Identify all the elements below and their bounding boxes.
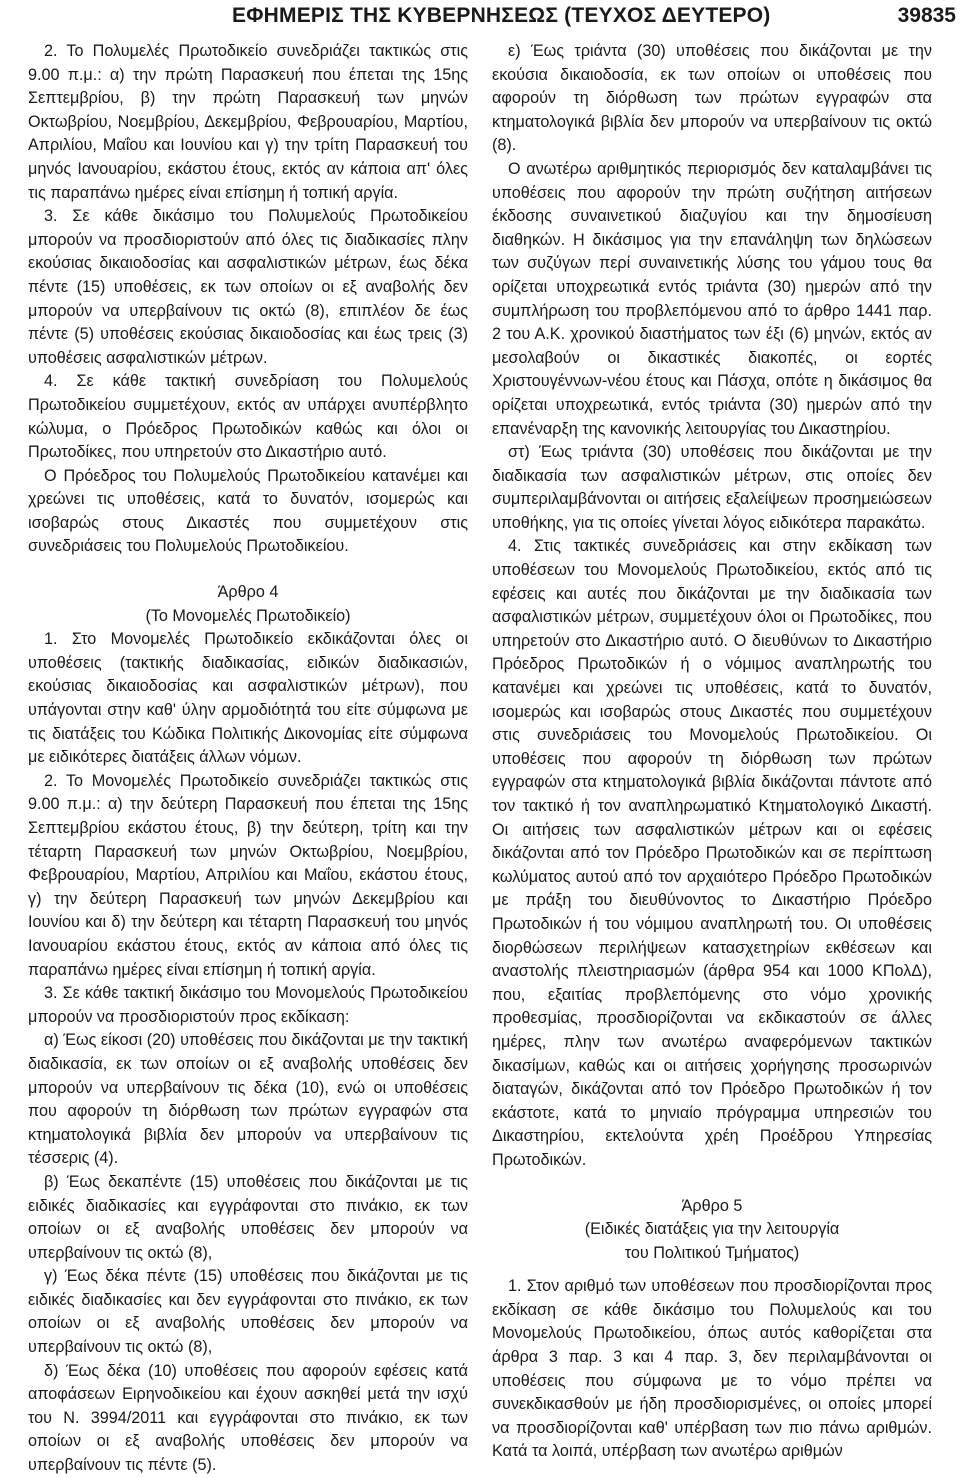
- gazette-title: ΕΦΗΜΕΡΙΣ ΤΗΣ ΚΥΒΕΡΝΗΣΕΩΣ (ΤΕΥΧΟΣ ΔΕΥΤΕΡΟ): [232, 4, 771, 27]
- paragraph: δ) Έως δέκα (10) υποθέσεις που αφορούν εφέσεις κατά αποφάσεων Ειρηνοδικείου και έχουν ασκηθεί μετά την ισχύ του Ν. 3994/2011 και εγγράφονται στο πινάκιο, εκ των οποίων οι εξ αναβολής υποθέσεις δεν μπορούν να υπερβαίνουν τις πέντε (5).: [28, 1361, 468, 1475]
- article-4-title: Άρθρο 4: [217, 583, 279, 602]
- paragraph: 4. Στις τακτικές συνεδριάσεις και στην εκδίκαση των υποθέσεων του Μονομελούς Πρωτοδικείου, εκτός από τις εφέσεις και αυτές που δικάζονται με την διαδικασία των ασφαλιστικών μέτρων, συμμετέχουν όλοι οι Πρωτοδίκες, που υπηρετούν στο Δικαστήριο αυτό. Ο διευθύνων το Δικαστήριο Πρόεδρος Πρωτοδικών ή ο νόμιμος αναπληρωτής του κατανέμει και χρεώνει τις υποθέσεις, κατά το δυνατόν, ισομερώς και ισοβαρώς στους Δικαστές που συμμετέχουν στις συνεδριάσεις του Μονομελούς Πρωτοδικείου. Οι υποθέσεις που αφορούν τη διόρθωση των πρώτων εγγραφών στα κτηματολογικά βιβλία δικάζονται πάντοτε από τον τακτικό ή τον αναπληρωματικό Κτηματολογικό Δικαστή. Οι αιτήσεις των ασφαλιστικών μέτρων και οι εφέσεις δικάζονται από τον Πρόεδρο Πρωτοδικών και σε περίπτωση κωλύματος αυτού από τον αρχαιότερο Πρόεδρο Πρωτοδικών με πράξη του διευθύνοντος το Δικαστήριο Πρόεδρο Πρωτοδικών ή του νόμιμου αναπληρωτή του. Οι υποθέσεις διορθώσεων περιλήψεων κατασχετηρίων εκθέσεων και αναστολής πλειστηριασμών (άρθρα 954 και 1000 ΚΠολΔ), που, εξαιτίας προβλεπόμενης στο νόμο χρονικής προθεσμίας, προσδιορίζονται να εκδικαστούν σε άλλες ημέρες, πλην των ανωτέρω αναφερόμενων τακτικών δικασίμων, καθώς και οι αιτήσεις χορήγησης προσωρινών διαταγών, δικάζονται από τον Πρόεδρο Πρωτοδικών ή τον εκάστοτε, κατά το μηνιαίο πρόγραμμα υπηρεσιών του Δικαστηρίου, εκτελούντα χρέη Προέδρου Υπηρεσίας Πρωτοδικών.: [492, 537, 932, 1169]
- paragraph: 3. Σε κάθε τακτική δικάσιμο του Μονομελούς Πρωτοδικείου μπορούν να προσδιοριστούν προς εκδίκαση:: [28, 984, 468, 1026]
- paragraph: γ) Έως δέκα πέντε (15) υποθέσεις που δικάζονται με τις ειδικές διαδικασίες και δεν εγγράφονται στο πινάκιο, εκ των οποίων οι εξ αναβολής υποθέσεις δεν μπορούν να υπερβαίνουν τις οκτώ (8),: [28, 1267, 468, 1357]
- paragraph: Ο ανωτέρω αριθμητικός περιορισμός δεν καταλαμβάνει τις υποθέσεις που αφορούν την πρώτη συζήτηση αιτήσεων έκδοσης συναινετικού διαζυγίου και την δημοσίευση διαθηκών. Η δικάσιμος για την επανάληψη των δηλώσεων των συζύγων περί συναινετικής λύσης του γάμου τους θα ορίζεται υποχρεωτικά εντός τριάντα (30) ημερών από την συμπλήρωση του προβλεπόμενου από το άρθρο 1441 παρ. 2 του Α.Κ. χρονικού διαστήματος των έξι (6) μηνών, εκτός αν μεσολαβούν οι δικαστικές διακοπές, οι εορτές Χριστουγέννων-νέου έτους και Πάσχα, οπότε η δικάσιμος θα ορίζεται υποχρεωτικά, εντός τριάντα (30) ημερών από την επανέναρξη της κανονικής λειτουργίας του Δικαστηρίου.: [492, 159, 932, 438]
- article-5-title: Άρθρο 5: [681, 1196, 743, 1215]
- page-number: 39835: [897, 4, 956, 27]
- paragraph: 4. Σε κάθε τακτική συνεδρίαση του Πολυμελούς Πρωτοδικείου συμμετέχουν, εκτός αν υπάρχει ανυπέρβλητο κώλυμα, ο Πρόεδρος Πρωτοδικών καθώς και όλοι οι Πρωτοδίκες, που υπηρετούν στο Δικαστήριο αυτό.: [28, 372, 468, 462]
- paragraph: α) Έως είκοσι (20) υποθέσεις που δικάζονται με την τακτική διαδικασία, εκ των οποίων οι εξ αναβολής υποθέσεις δεν μπορούν να υπερβαίνουν τις δέκα (10), ενώ οι υποθέσεις που αφορούν τη διόρθωση των πρώτων εγγραφών στα κτηματολογικά βιβλία δεν μπορούν να υπερβαίνουν τις τέσσερις (4).: [28, 1031, 468, 1168]
- paragraph: 3. Σε κάθε δικάσιμο του Πολυμελούς Πρωτοδικείου μπορούν να προσδιοριστούν από όλες τις διαδικασίες πλην εκούσιας δικαιοδοσίας και ασφαλιστικών μέτρων, έως δέκα πέντε (15) υποθέσεις, εκ των οποίων οι εξ αναβολής δεν μπορούν να υπερβαίνουν τις οκτώ (8), επιπλέον δε έως πέντε (5) υποθέσεις εκούσιας δικαιοδοσίας και έως τρεις (3) υποθέσεις ασφαλιστικών μέτρων.: [28, 207, 468, 367]
- paragraph: Ο Πρόεδρος του Πολυμελούς Πρωτοδικείου κατανέμει και χρεώνει τις υποθέσεις, κατά το δυνατόν, ισομερώς και ισοβαρώς στους Δικαστές που συμμετέχουν στις συνεδριάσεις του Πολυμελούς Πρωτοδικείου.: [28, 466, 468, 556]
- right-column: [492, 40, 932, 1464]
- page-header: [0, 0, 960, 40]
- article-5-subtitle: του Πολιτικού Τμήματος): [624, 1243, 800, 1262]
- paragraph: ε) Έως τριάντα (30) υποθέσεις που δικάζονται με την εκούσια δικαιοδοσία, εκ των οποίων οι υποθέσεις που αφορούν τη διόρθωση των πρώτων εγγραφών στα κτηματολογικά βιβλία δεν μπορούν να υπερβαίνουν τις οκτώ (8).: [492, 42, 932, 155]
- paragraph: β) Έως δεκαπέντε (15) υποθέσεις που δικάζονται με τις ειδικές διαδικασίες και εγγράφονται στο πινάκιο, εκ των οποίων οι εξ αναβολής υποθέσεις δεν μπορούν να υπερβαίνουν τις οκτώ (8),: [28, 1172, 468, 1262]
- article-5-subtitle: (Ειδικές διατάξεις για την λειτουργία: [584, 1220, 840, 1239]
- paragraph: 1. Στον αριθμό των υποθέσεων που προσδιορίζονται προς εκδίκαση σε κάθε δικάσιμο του Πολυμελούς και του Μονομελούς Πρωτοδικείου, όπως αυτός καθορίζεται στα άρθρα 3 παρ. 3 και 4 παρ. 3, δεν περιλαμβάνονται οι υποθέσεις που σύμφωνα με το νόμο πρέπει να συνεκδικασθούν με ήδη προσδιορισμένες, οι οποίες μπορεί να προσδιορίζονται καθ' υπέρβαση των πιο πάνω αριθμών. Κατά τα λοιπά, υπέρβαση των ανωτέρω αριθμών: [492, 1277, 932, 1461]
- paragraph: 2. Το Πολυμελές Πρωτοδικείο συνεδριάζει τακτικώς στις 9.00 π.μ.: α) την πρώτη Παρασκευή που έπεται της 15ης Σεπτεμβρίου, β) την πρώτη Παρασκευή των μηνών Οκτωβρίου, Νοεμβρίου, Δεκεμβρίου, Φεβρουαρίου, Μαρτίου, Απριλίου, Μαΐου και Ιουνίου και γ) την τρίτη Παρασκευή του μηνός Ιανουαρίου, εκάστου έτους, εκτός αν κάποια απ' όλες τις παραπάνω ημέρες είναι επίσημη ή τοπική αργία.: [28, 42, 468, 202]
- paragraph: στ) Έως τριάντα (30) υποθέσεις που δικάζονται με την διαδικασία των ασφαλιστικών μέτρων, στις οποίες δεν συμπεριλαμβάνονται οι αιτήσεις εξαλείψεων προσημειώσεων υποθήκης, για τις οποίες γίνεται λόγος ειδικότερα παρακάτω.: [492, 443, 932, 532]
- article-4-subtitle: (Το Μονομελές Πρωτοδικείο): [145, 606, 351, 625]
- left-column: [28, 40, 468, 1478]
- paragraph: 2. Το Μονομελές Πρωτοδικείο συνεδριάζει τακτικώς στις 9.00 π.μ.: α) την δεύτερη Παρασκευή που έπεται της 15ης Σεπτεμβρίου εκάστου έτους, β) την δεύτερη, τρίτη και την τέταρτη Παρασκευή των μηνών Οκτωβρίου, Νοεμβρίου, Φεβρουαρίου, Μαρτίου, Απριλίου και Μαΐου, εκάστου έτους, γ) την δεύτερη Παρασκευή των μηνών Δεκεμβρίου και Ιουνίου και δ) την δεύτερη και τέταρτη Παρασκευή του μηνός Ιανουαρίου εκάστου έτους, εκτός αν κάποια από όλες τις παραπάνω ημέρες είναι επίσημη ή τοπική αργία.: [28, 771, 468, 979]
- paragraph: 1. Στο Μονομελές Πρωτοδικείο εκδικάζονται όλες οι υποθέσεις (τακτικής διαδικασίας, ειδικών διαδικασιών, εκούσιας δικαιοδοσίας και ασφαλιστικών μέτρων), που υπάγονται στην καθ' ύλην αρμοδιότητά του είτε σύμφωνα με τις διατάξεις του Κώδικα Πολιτικής Δικονομίας είτε σύμφωνα με ειδικότερες διατάξεις άλλων νόμων.: [28, 630, 468, 767]
